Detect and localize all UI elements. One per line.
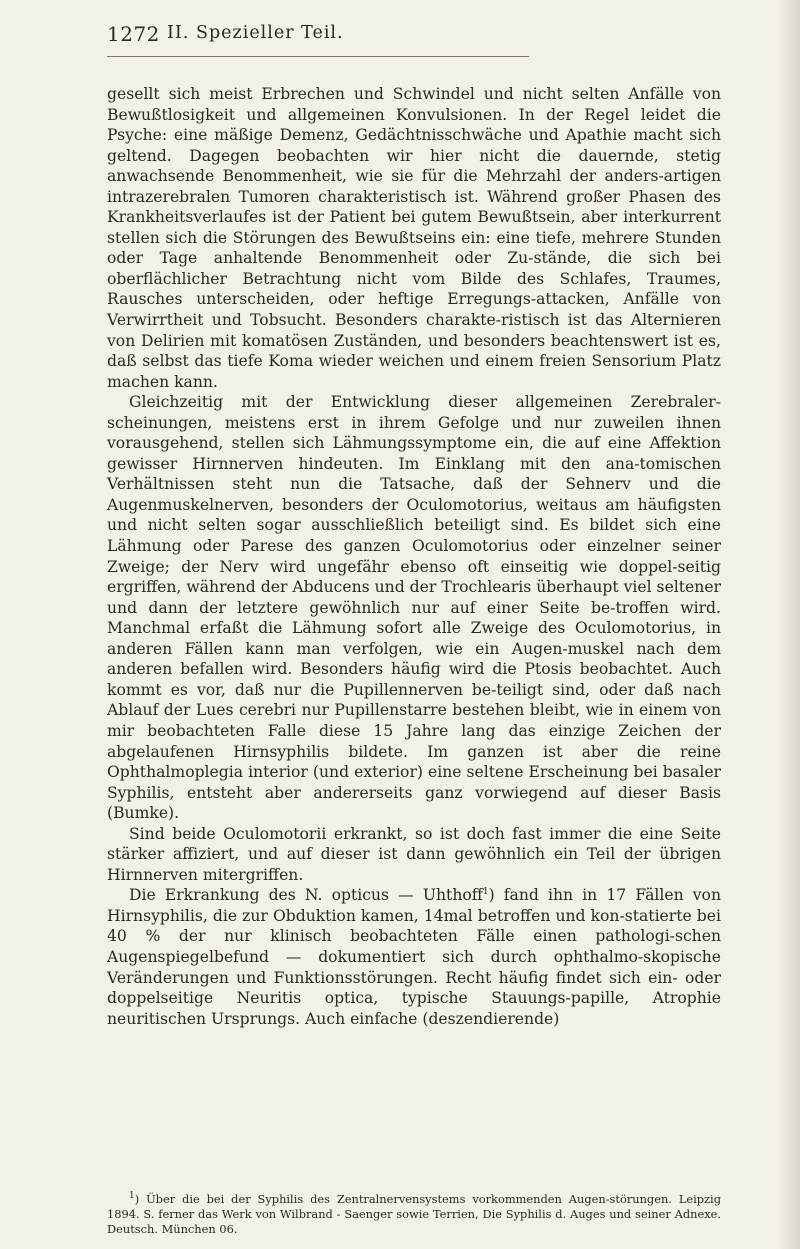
footnote-marker: 1 bbox=[129, 1191, 135, 1202]
paragraph-text: ) fand ihn in 17 Fällen von Hirnsyphilis, die zur Obduktion kamen, 14mal betroffen und kon-statierte bei 40 % der nur klinisch beobachteten Fälle einen pathologi-schen Augenspiegelbefund — dokumentiert sich durch ophthalmo-skopische Veränderungen und Funktionsstörungen. Recht häufig findet sich ein- oder doppelseitige Neuritis optica, typische Stauungs-papille, Atrophie neuritischen Ursprungs. Auch einfache (deszendierende) bbox=[107, 886, 721, 1028]
header-rule bbox=[107, 56, 529, 57]
running-head: II. Spezieller Teil. bbox=[167, 23, 344, 43]
paragraph-text: Die Erkrankung des N. opticus — Uhthoff bbox=[129, 886, 483, 905]
paragraph bbox=[107, 885, 721, 1029]
paragraph: Gleichzeitig mit der Entwicklung dieser allgemeinen Zerebraler-scheinungen, meistens erst in ihrem Gefolge und nur zuweilen ihnen vorausgehend, stellen sich Lähmungssymptome ein, die auf eine Affektion gewisser Hirnnerven hindeuten. Im Einklang mit den ana-tomischen Verhältnissen steht nun die Tatsache, daß der Sehnerv und die Augenmuskelnerven, besonders der Oculomotorius, weitaus am häufigsten und nicht selten sogar ausschließlich beteiligt sind. Es bildet sich eine Lähmung oder Parese des ganzen Oculomotorius oder einzelner seiner Zweige; der Nerv wird ungefähr ebenso oft einseitig wie doppel-seitig ergriffen, während der Abducens und der Trochlearis überhaupt viel seltener und dann der letztere gewöhnlich nur auf einer Seite be-troffen wird. Manchmal erfaßt die Lähmung sofort alle Zweige des Oculomotorius, in anderen Fällen kann man verfolgen, wie ein Augen-muskel nach dem anderen befallen wird. Besonders häufig wird die Ptosis beobachtet. Auch kommt es vor, daß nur die Pupillennerven be-teiligt sind, oder daß nach Ablauf der Lues cerebri nur Pupillenstarre bestehen bleibt, wie in einem von mir beobachteten Falle diese 15 Jahre lang das einzige Zeichen der abgelaufenen Hirnsyphilis bildete. Im ganzen ist aber die reine Ophthalmoplegia interior (und exterior) eine seltene Erscheinung bei basaler Syphilis, entsteht aber andererseits ganz vorwiegend auf dieser Basis (Bumke). bbox=[107, 393, 721, 823]
page-number: 1272 bbox=[107, 22, 160, 46]
paragraph: gesellt sich meist Erbrechen und Schwindel und nicht selten Anfälle von Bewußtlosigkeit und allgemeinen Konvulsionen. In der Regel leidet die Psyche: eine mäßige Demenz, Gedächtnisschwäche und Apathie macht sich geltend. Dagegen beobachten wir hier nicht die dauernde, stetig anwachsende Benommenheit, wie sie für die Mehrzahl der anders-artigen intrazerebralen Tumoren charakteristisch ist. Während großer Phasen des Krankheitsverlaufes ist der Patient bei gutem Bewußtsein, aber interkurrent stellen sich die Störungen des Bewußtseins ein: eine tiefe, mehrere Stunden oder Tage anhaltende Benommenheit oder Zu-stände, die sich bei oberflächlicher Betrachtung nicht vom Bilde des Schlafes, Traumes, Rausches unterscheiden, oder heftige Erregungs-attacken, Anfälle von Verwirrtheit und Tobsucht. Besonders charakte-ristisch ist das Alternieren von Delirien mit komatösen Zuständen, und besonders beachtenswert ist es, daß selbst das tiefe Koma wieder weichen und einem freien Sensorium Platz machen kann. bbox=[107, 85, 721, 391]
footnote bbox=[107, 1192, 721, 1237]
page-header bbox=[107, 22, 720, 52]
page-edge-shadow bbox=[778, 0, 800, 1249]
footnotes bbox=[107, 1192, 721, 1237]
paragraph: Sind beide Oculomotorii erkrankt, so ist doch fast immer die eine Seite stärker affiziert, und auf dieser ist dann gewöhnlich ein Teil der übrigen Hirnnerven mitergriffen. bbox=[107, 824, 721, 884]
footnote-reference[interactable]: 1 bbox=[482, 887, 489, 898]
footnote-text: ) Über die bei der Syphilis des Zentralnervensystems vorkommenden Augen-störungen. Leipzig 1894. S. ferner das Werk von Wilbrand - Saenger sowie Terrien, Die Syphilis d. Auges und seiner Adnexe. Deutsch. München 06. bbox=[107, 1192, 721, 1236]
body-text bbox=[107, 84, 721, 1029]
